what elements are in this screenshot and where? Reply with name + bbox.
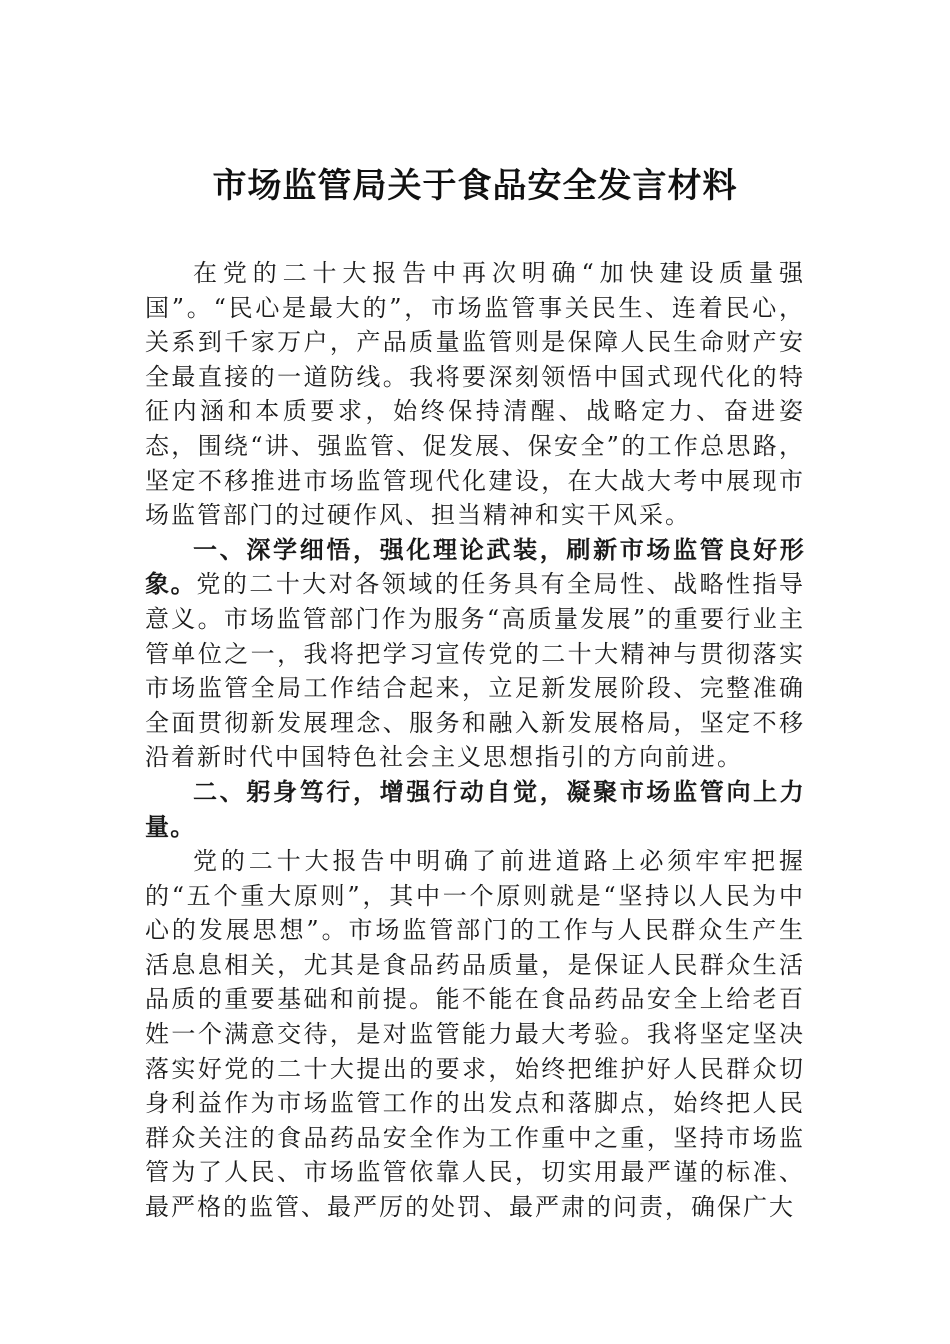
section-1-heading: 一、深学细悟，强化理论武装，刷新市场监管良好形象。 [145,535,805,599]
document-body [145,256,805,1225]
section-2-heading: 二、躬身笃行，增强行动自觉，凝聚市场监管向上力量。 [145,777,805,841]
section-1-text: 党的二十大对各领域的任务具有全局性、战略性指导意义。市场监管部门作为服务“高质量发展”的重要行业主管单位之一，我将把学习宣传党的二十大精神与贯彻落实市场监管全局工作结合起来，立足新发展阶段、完整准确全面贯彻新发展理念、服务和融入新发展格局，坚定不移沿着新时代中国特色社会主义思想指引的方向前进。 [145,570,806,772]
document-title: 市场监管局关于食品安全发言材料 [212,166,738,206]
section-1-paragraph [145,533,805,775]
intro-paragraph: 在党的二十大报告中再次明确“加快建设质量强国”。“民心是最大的”，市场监管事关民生、连着民心，关系到千家万户，产品质量监管则是保障人民生命财产安全最直接的一道防线。我将要深刻领悟中国式现代化的特征内涵和本质要求，始终保持清醒、战略定力、奋进姿态，围绕“讲、强监管、促发展、保安全”的工作总思路，坚定不移推进市场监管现代化建设，在大战大考中展现市场监管部门的过硬作风、担当精神和实干风采。 [145,259,805,530]
section-2-paragraph: 党的二十大报告中明确了前进道路上必须牢牢把握的“五个重大原则”，其中一个原则就是“坚持以人民为中心的发展思想”。市场监管部门的工作与人民群众生产生活息息相关，尤其是食品药品质量，是保证人民群众生活品质的重要基础和前提。能不能在食品药品安全上给老百姓一个满意交待，是对监管能力最大考验。我将坚定坚决落实好党的二十大提出的要求，始终把维护好人民群众切身利益作为市场监管工作的出发点和落脚点，始终把人民群众关注的食品药品安全作为工作重中之重，坚持市场监管为了人民、市场监管依靠人民，切实用最严谨的标准、最严格的监管、最严厉的处罚、最严肃的问责，确保广大 [145,847,805,1222]
section-2-heading-paragraph [145,775,805,844]
